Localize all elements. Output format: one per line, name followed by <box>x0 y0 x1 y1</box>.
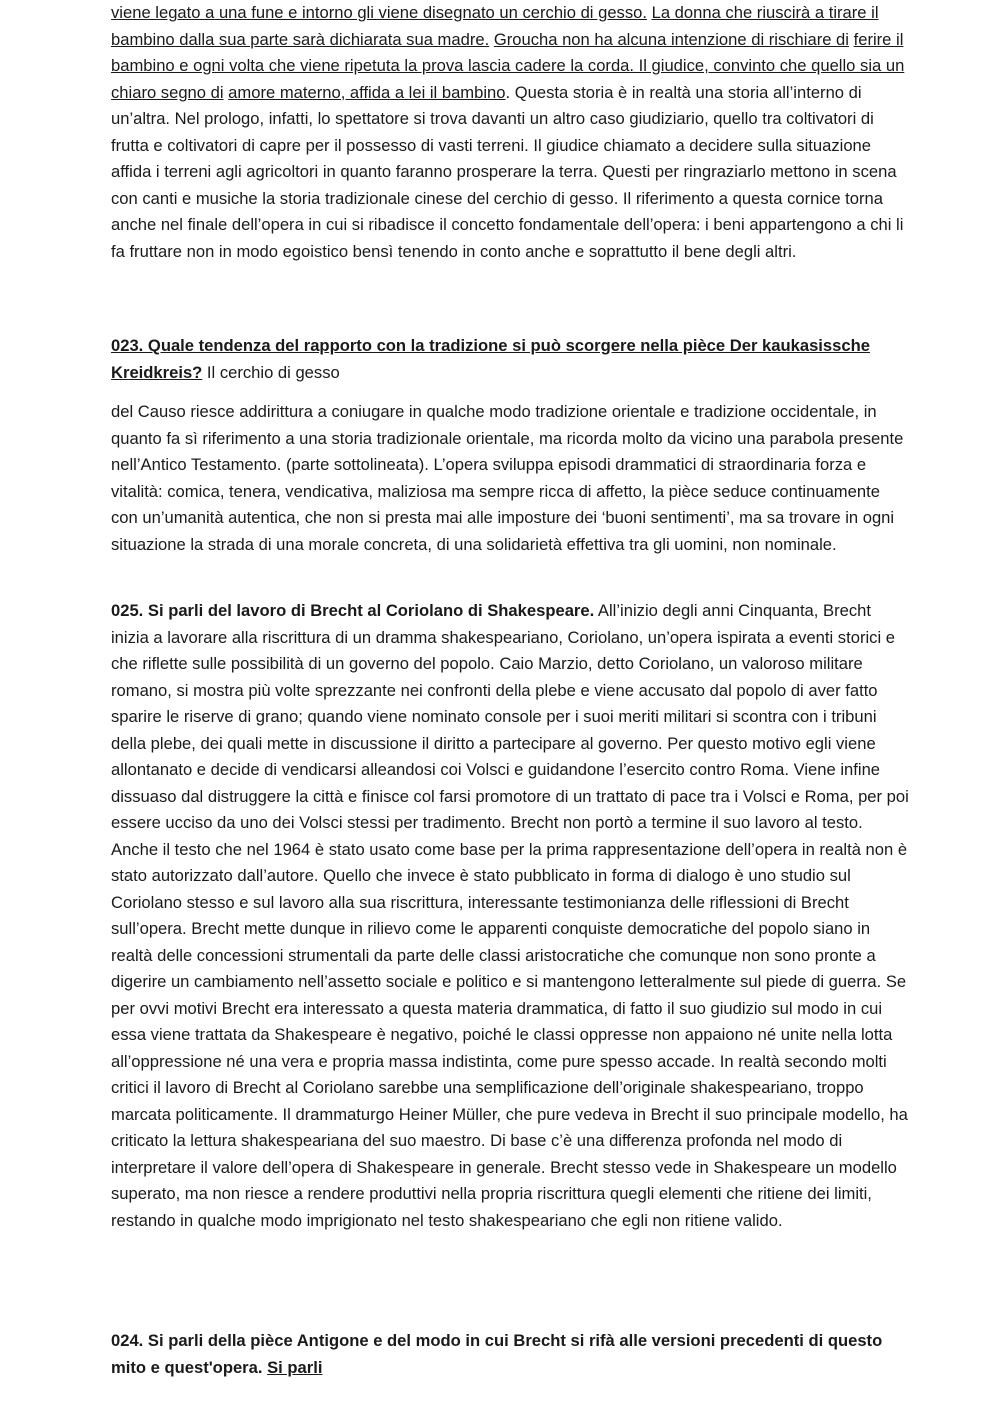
underlined-text: amore materno, affida a lei il bambino <box>228 82 506 102</box>
underlined-text: ferire il bambino e ogni volta che viene ripetuta la prova lascia cadere la corda. Il giudice, convinto che quello sia un chiaro segno di <box>111 29 905 102</box>
paragraph-tradition: del Causo riesce addirittura a coniugare in qualche modo tradizione orientale e tradizione occidentale, in quanto fa sì riferimento a una storia tradizionale orientale, ma ricorda molto da vicino una parabola presente nell’Antico Testamento. (parte sottolineata). L’opera sviluppa episodi drammatici di straordinaria forza e vitalità: comica, tenera, vendicativa, maliziosa ma sempre ricca di affetto, la pièce seduce continuamente con un’umanità autentica, che non si presta mai alle imposture dei ‘buoni sentimenti’, ma sa trovare in ogni situazione la strada di una morale concreta, di una solidarietà effettiva tra gli uomini, non nominale. <box>111 402 904 554</box>
question-continuation: Il cerchio di gesso <box>202 362 340 382</box>
underlined-text: Si parli <box>267 1357 323 1377</box>
question-heading: 023. Quale tendenza del rapporto con la tradizione si può scorgere nella pièce Der kaukasissche Kreidkreis? <box>111 336 870 382</box>
answer-text: All’inizio degli anni Cinquanta, Brecht inizia a lavorare alla riscrittura di un dramma shakespeariano, Coriolano, un’opera ispirata a eventi storici e che riflette sulle possibilità di un governo del popolo. Caio Marzio, detto Coriolano, un valoroso militare romano, si mostra più volte sprezzante nei confronti della plebe e viene accusato dal popolo di aver fatto sparire le riserve di grano; quando viene nominato console per i suoi meriti militari si scontra con i tribuni della plebe, dei quali mette in discussione il diritto a partecipare al governo. Per questo motivo egli viene allontanato e decide di vendicarsi alleandosi coi Volsci e guidandone l’esercito contro Roma. Viene infine dissuaso dal distruggere la città e finisce col farsi promotore di un trattato di pace tra i Volsci e Roma, per poi essere ucciso da uno dei Volsci stessi per tradimento. Brecht non portò a termine il suo lavoro al testo. Anche il testo che nel 1964 è stato usato come base per la prima rappresentazione dell’opera in realtà non è stato autorizzato dall’autore. Quello che invece è stato pubblicato in forma di dialogo è uno studio sul Coriolano stesso e sul lavoro alla sua riscrittura, interessante testimonianza delle riflessioni di Brecht sull’opera. Brecht mette dunque in rilievo come le apparenti conquiste democratiche del popolo siano in realtà delle concessioni strumentali da parte delle classi aristocratiche che comunque non sono pronte a digerire un cambiamento nell’assetto sociale e politico e si mantengono letteralmente sul piede di guerra. Se per ovvi motivi Brecht era interessato a questa materia drammatica, di fatto il suo giudizio sul modo in cui essa viene trattata da Shakespeare è negativo, poiché le classi oppresse non appaiono né unite nella lotta all’oppressione né una vera e propria massa indistinta, come pure spesso accade. In realtà secondo molti critici il lavoro di Brecht al Coriolano sarebbe una semplificazione dell’originale shakespeariano, troppo marcata politicamente. Il drammaturgo Heiner Müller, che pure vedeva in Brecht il suo principale modello, ha criticato la lettura shakespeariana del suo maestro. Di base c’è una differenza profonda nel modo di interpretare il valore dell’opera di Shakespeare in generale. Brecht stesso vede in Shakespeare un modello superato, ma non riesce a rendere produttivi nella propria riscrittura quegli elementi che ritiene dei limiti, restando in qualche modo imprigionato nel testo shakespeariano che egli non ritiene valido. <box>111 601 909 1230</box>
underlined-text: viene legato a una fune e intorno gli viene disegnato un cerchio di gesso. <box>111 3 647 22</box>
question-024 <box>111 1328 911 1381</box>
question-heading: 024. Si parli della pièce Antigone e del modo in cui Brecht si rifà alle versioni precedenti di questo mito e quest'opera. <box>111 1331 883 1377</box>
underlined-text: Groucha non ha alcuna intenzione di rischiare di <box>493 29 849 49</box>
question-023 <box>111 333 911 386</box>
underlined-text: La donna che riuscirà a tirare il bambino dalla sua parte sarà dichiarata sua madre. <box>111 3 879 49</box>
paragraph-text: . Questa storia è in realtà una storia all’interno di un’altra. Nel prologo, infatti, lo spettatore si trova davanti un altro caso giudiziario, quello tra coltivatori di frutta e coltivatori di capre per il possesso di vasti terreni. Il giudice chiamato a decidere sulla situazione affida i terreni agli agricoltori in quanto faranno prosperare la terra. Questi per ringraziarlo mettono in scena con canti e musiche la storia tradizionale cinese del cerchio di gesso. Il riferimento a questa cornice torna anche nel finale dell’opera in cui si ribadisce il concetto fondamentale dell’opera: i beni appartengono a chi li fa fruttare non in modo egoistico bensì tenendo in conto anche e soprattutto il bene degli altri. <box>111 82 904 261</box>
question-heading: 025. Si parli del lavoro di Brecht al Coriolano di Shakespeare. <box>111 601 595 620</box>
question-025 <box>111 598 911 1234</box>
paragraph-story-summary <box>111 0 911 265</box>
